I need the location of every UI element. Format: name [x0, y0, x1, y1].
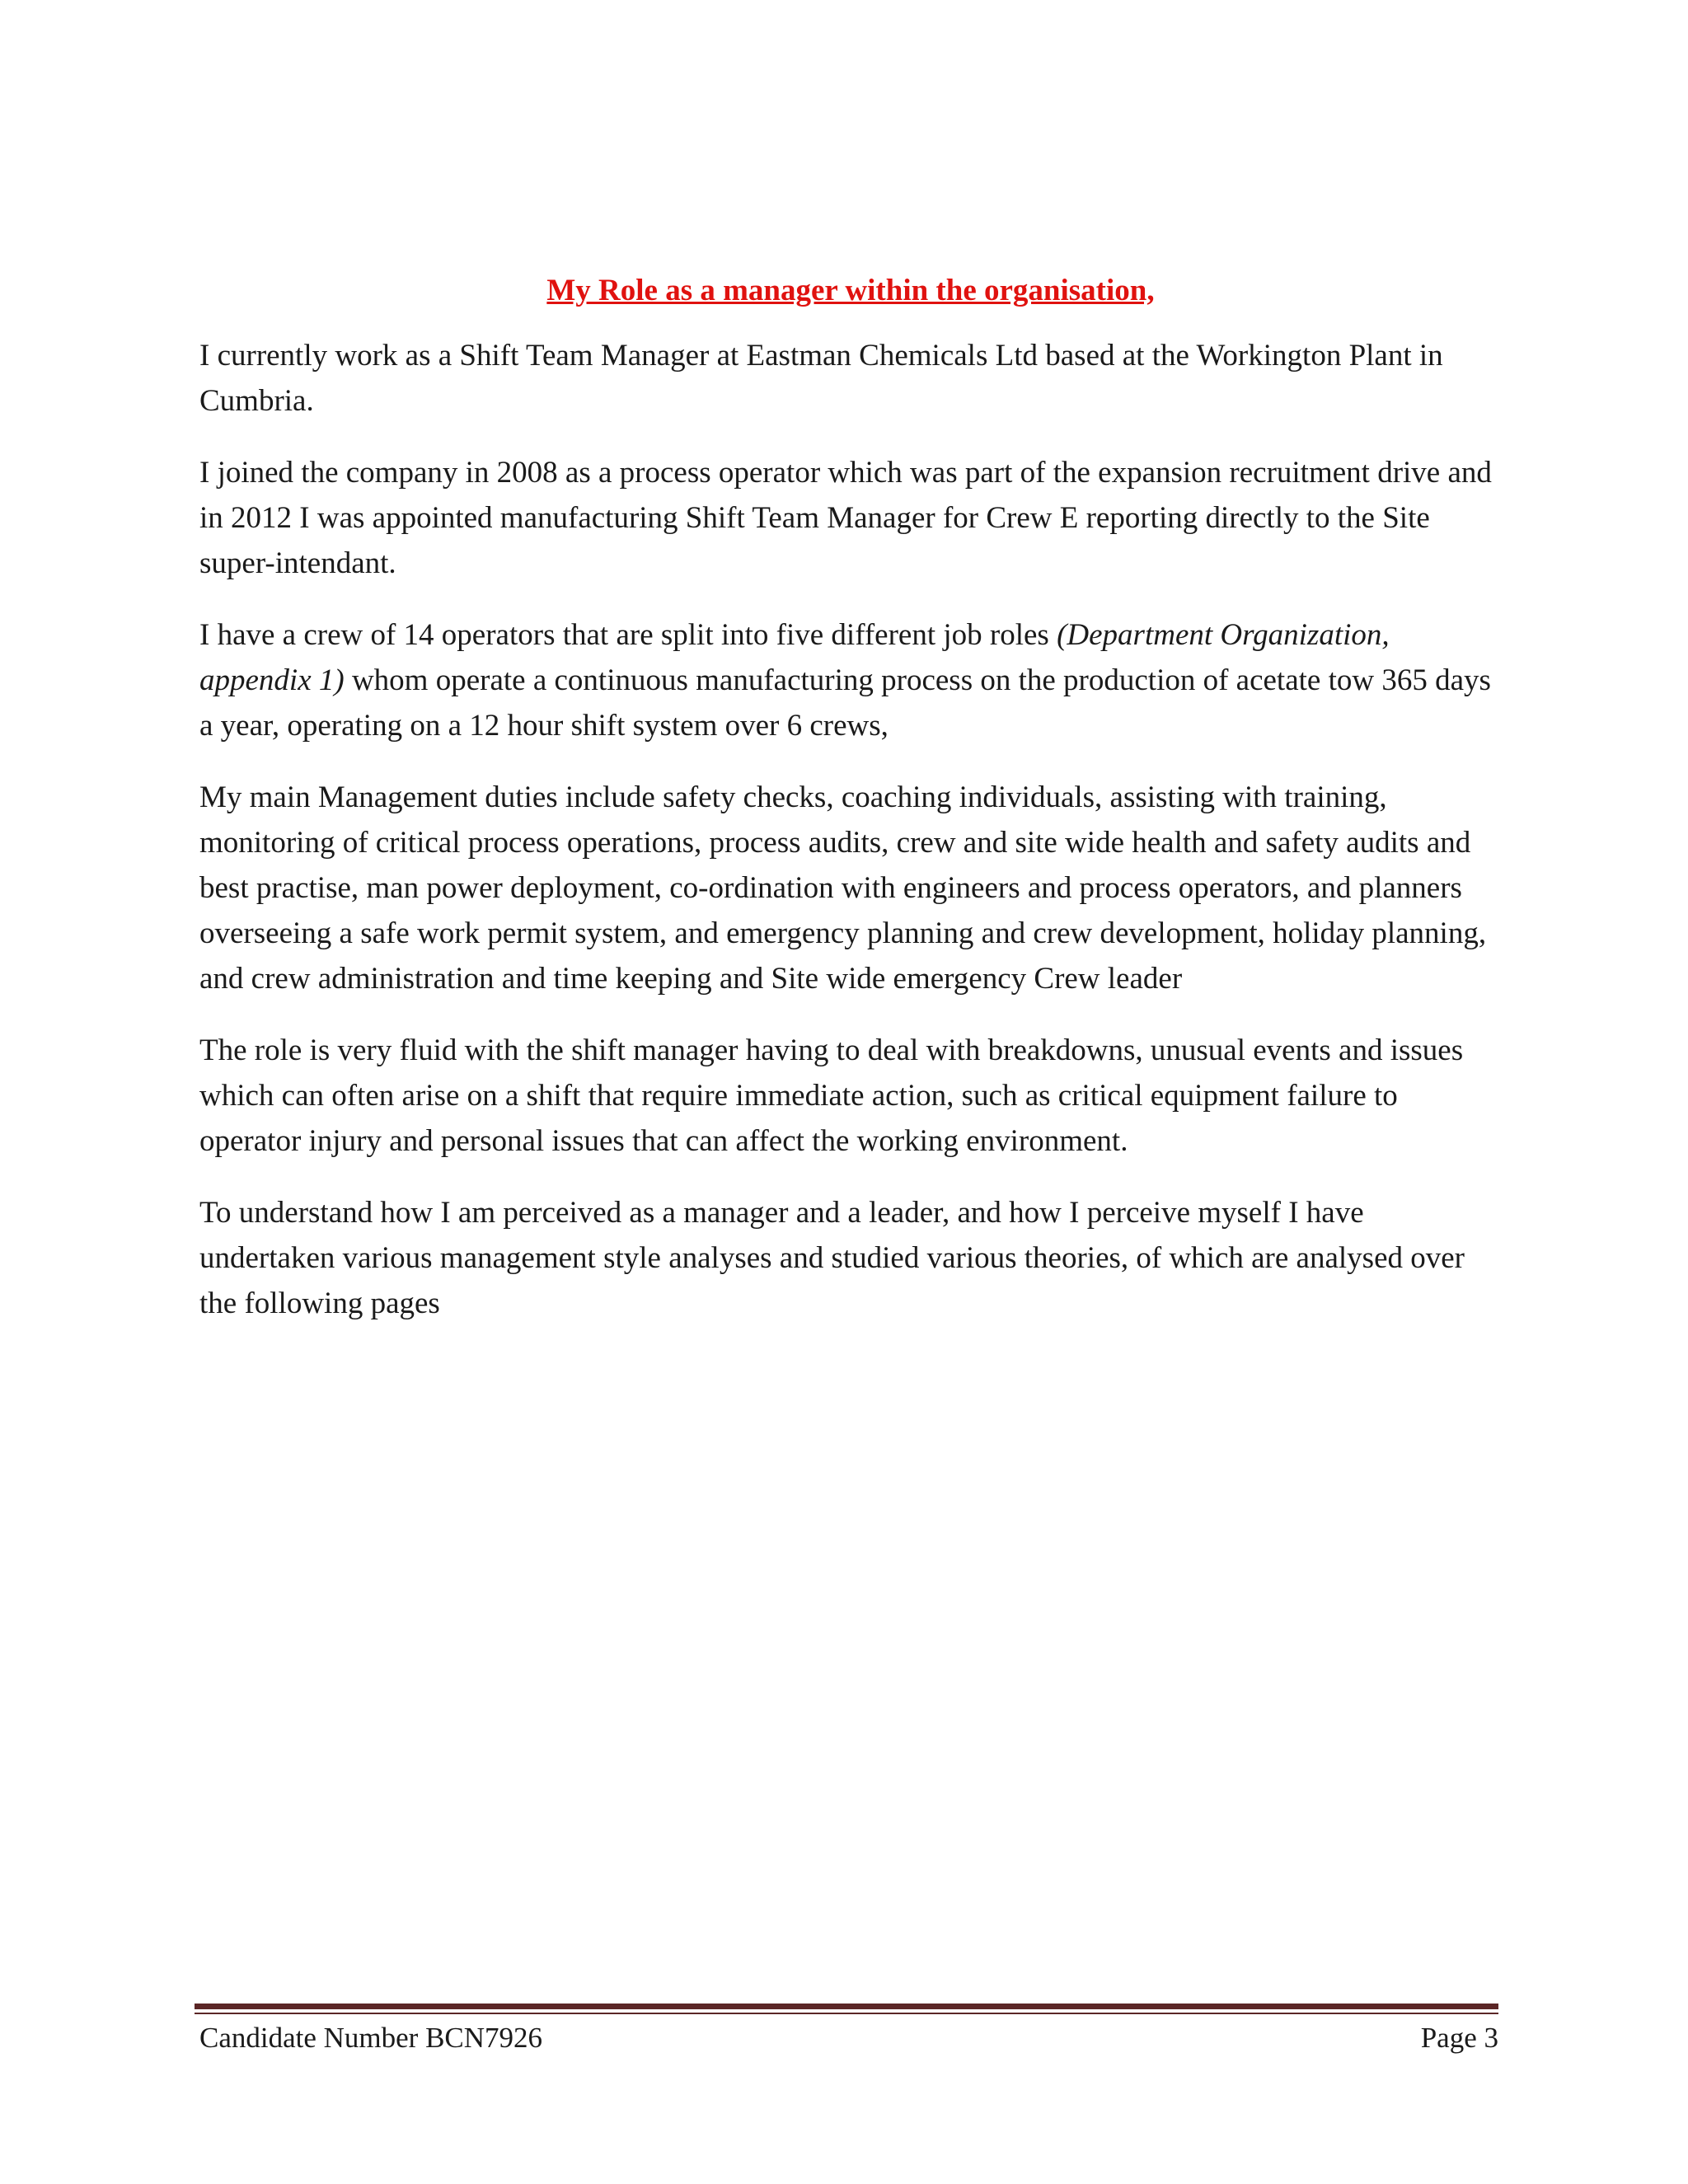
page-title: My Role as a manager within the organisation, [546, 274, 1155, 307]
page-footer [199, 2018, 1498, 2059]
paragraph-current-role: I currently work as a Shift Team Manager at Eastman Chemicals Ltd based at the Workington Plant in Cumbria. [199, 339, 1443, 418]
paragraph-crew-text-end: whom operate a continuous manufacturing process on the production of acetate tow 365 days a year, operating on a 12 hour shift system over 6 crews, [199, 663, 1491, 743]
footer-rule-thick [195, 2004, 1498, 2009]
paragraph-joined-company: I joined the company in 2008 as a process operator which was part of the expansion recruitment drive and in 2012 I was appointed manufacturing Shift Team Manager for Crew E reporting directly to the Site super-intendant. [199, 456, 1492, 580]
page-content [199, 270, 1502, 1352]
paragraph-role-fluidity: The role is very fluid with the shift manager having to deal with breakdowns, unusual events and issues which can often arise on a shift that require immediate action, such as critical equipment failure to operator injury and personal issues that can affect the working environment. [199, 1033, 1464, 1158]
page-number: Page 3 [1420, 2022, 1498, 2054]
footer-rule-thin [195, 2013, 1498, 2014]
paragraph-crew-text-start: I have a crew of 14 operators that are split into five different job roles [199, 618, 1057, 652]
appendix-reference: (Department Organization, appendix 1) [199, 618, 1390, 697]
paragraph-crew [199, 612, 1502, 748]
paragraph-perception: To understand how I am perceived as a manager and a leader, and how I perceive myself I have undertaken various management style analyses and studied various theories, of which are analysed over the following pages [199, 1196, 1465, 1320]
candidate-number: Candidate Number BCN7926 [199, 2022, 543, 2054]
paragraph-management-duties: My main Management duties include safety checks, coaching individuals, assisting with training, monitoring of critical process operations, process audits, crew and site wide health and safety audits and best practise, man power deployment, co-ordination with engineers and process operators, and planners overseeing a safe work permit system, and emergency planning and crew development, holiday planning, and crew administration and time keeping and Site wide emergency Crew leader [199, 780, 1487, 996]
